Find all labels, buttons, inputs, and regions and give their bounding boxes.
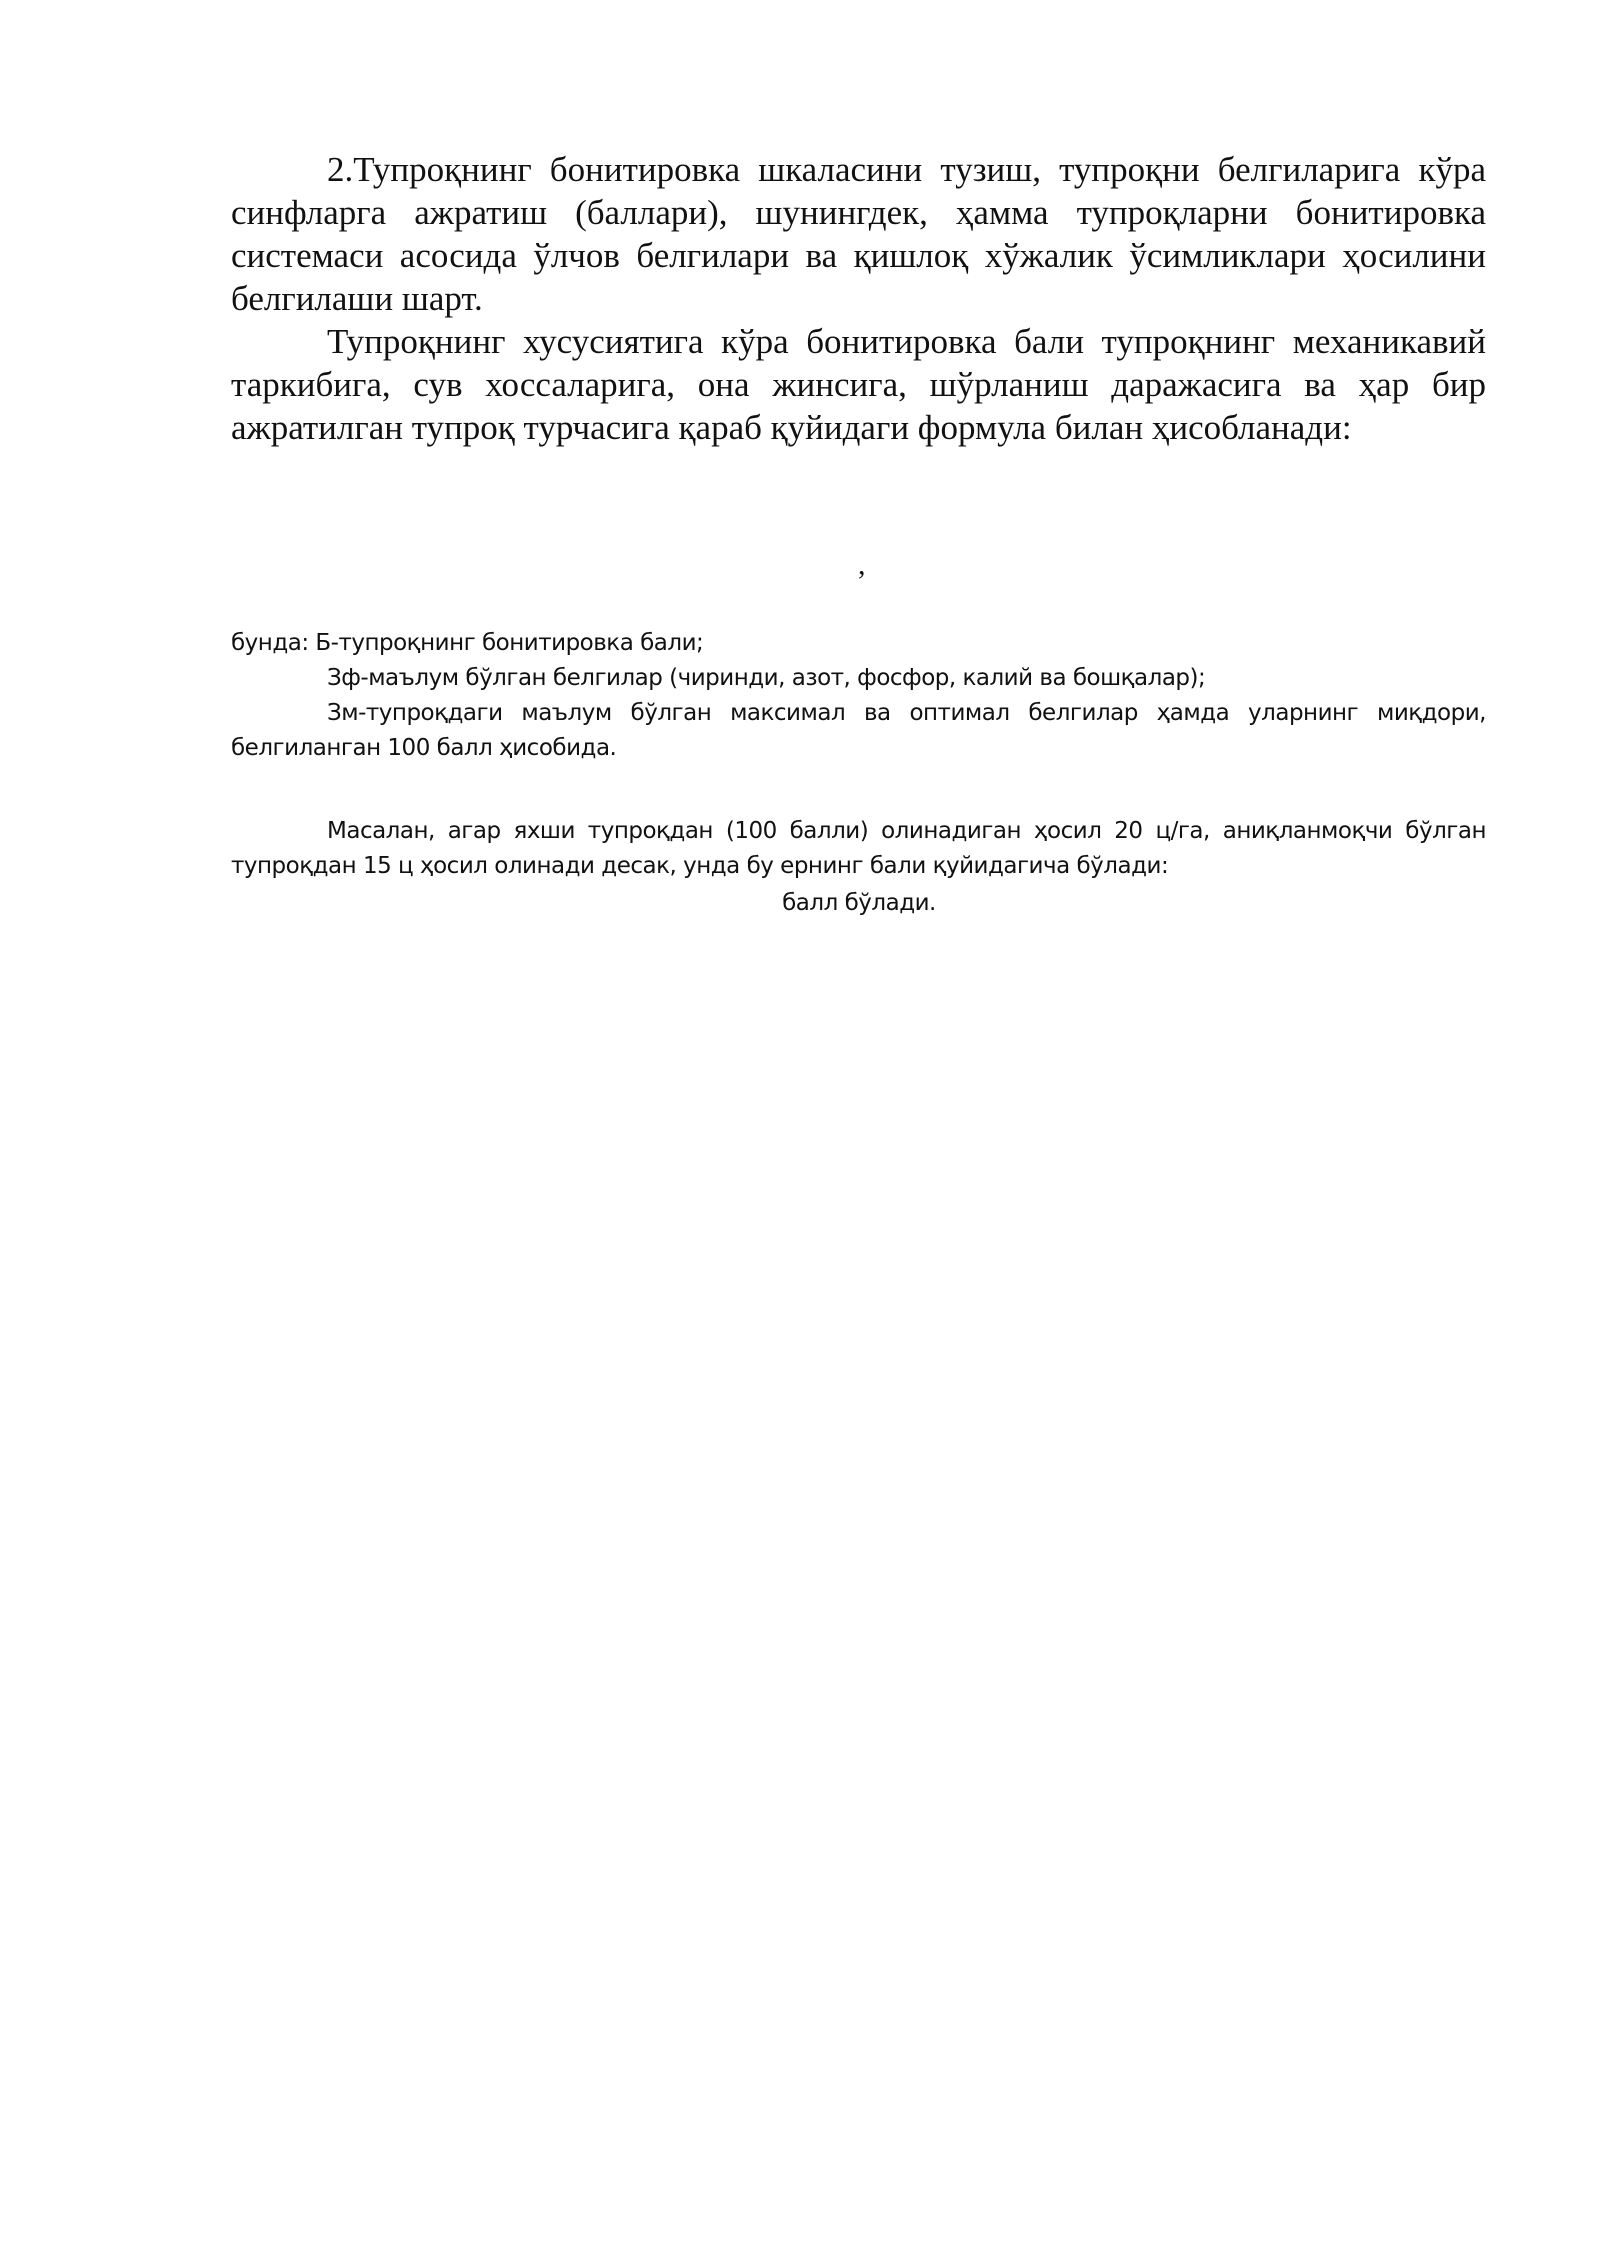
definitions-block [231, 626, 1486, 766]
definition-b: бунда: Б-тупроқнинг бонитировка бали; [231, 630, 704, 656]
main-text [231, 148, 1486, 449]
definition-zm: Зм-тупроқдаги маълум бўлган максимал ва оптимал белгилар ҳамда уларнинг миқдори, белгиланган 100 балл ҳисобида. [231, 700, 1486, 761]
example-block [231, 814, 1486, 884]
paragraph-formula-intro: Тупроқнинг хусусиятига кўра бонитировка бали тупроқнинг механикавий таркибига, сув хоссаларига, она жинсига, шўрланиш даражасига ва ҳар бир ажратилган тупроқ турчасига қараб қуйидаги формула билан ҳисобланади: [231, 322, 1486, 447]
example-paragraph: Масалан, агар яхши тупроқдан (100 балли) олинадиган ҳосил 20 ц/га, аниқланмоқчи бўлган тупроқдан 15 ц ҳосил олинади десак, унда бу ернинг бали қуйидагича бўлади: [231, 818, 1486, 879]
formula-placeholder: , [858, 548, 866, 581]
definition-zf: Зф-маълум бўлган белгилар (чиринди, азот, фосфор, калий ва бошқалар); [327, 665, 1206, 691]
paragraph-bonitet-scale: 2.Тупроқнинг бонитировка шкаласини тузиш, тупроқни белгиларига кўра синфларга ажратиш (баллари), шунингдек, ҳамма тупроқларни бонитировка системаси асосида ўлчов белгилари ва қишлоқ хўжалик ўсимликлари ҳосилини белгилаши шарт. [231, 150, 1486, 318]
result-line: балл бўлади. [782, 890, 936, 916]
